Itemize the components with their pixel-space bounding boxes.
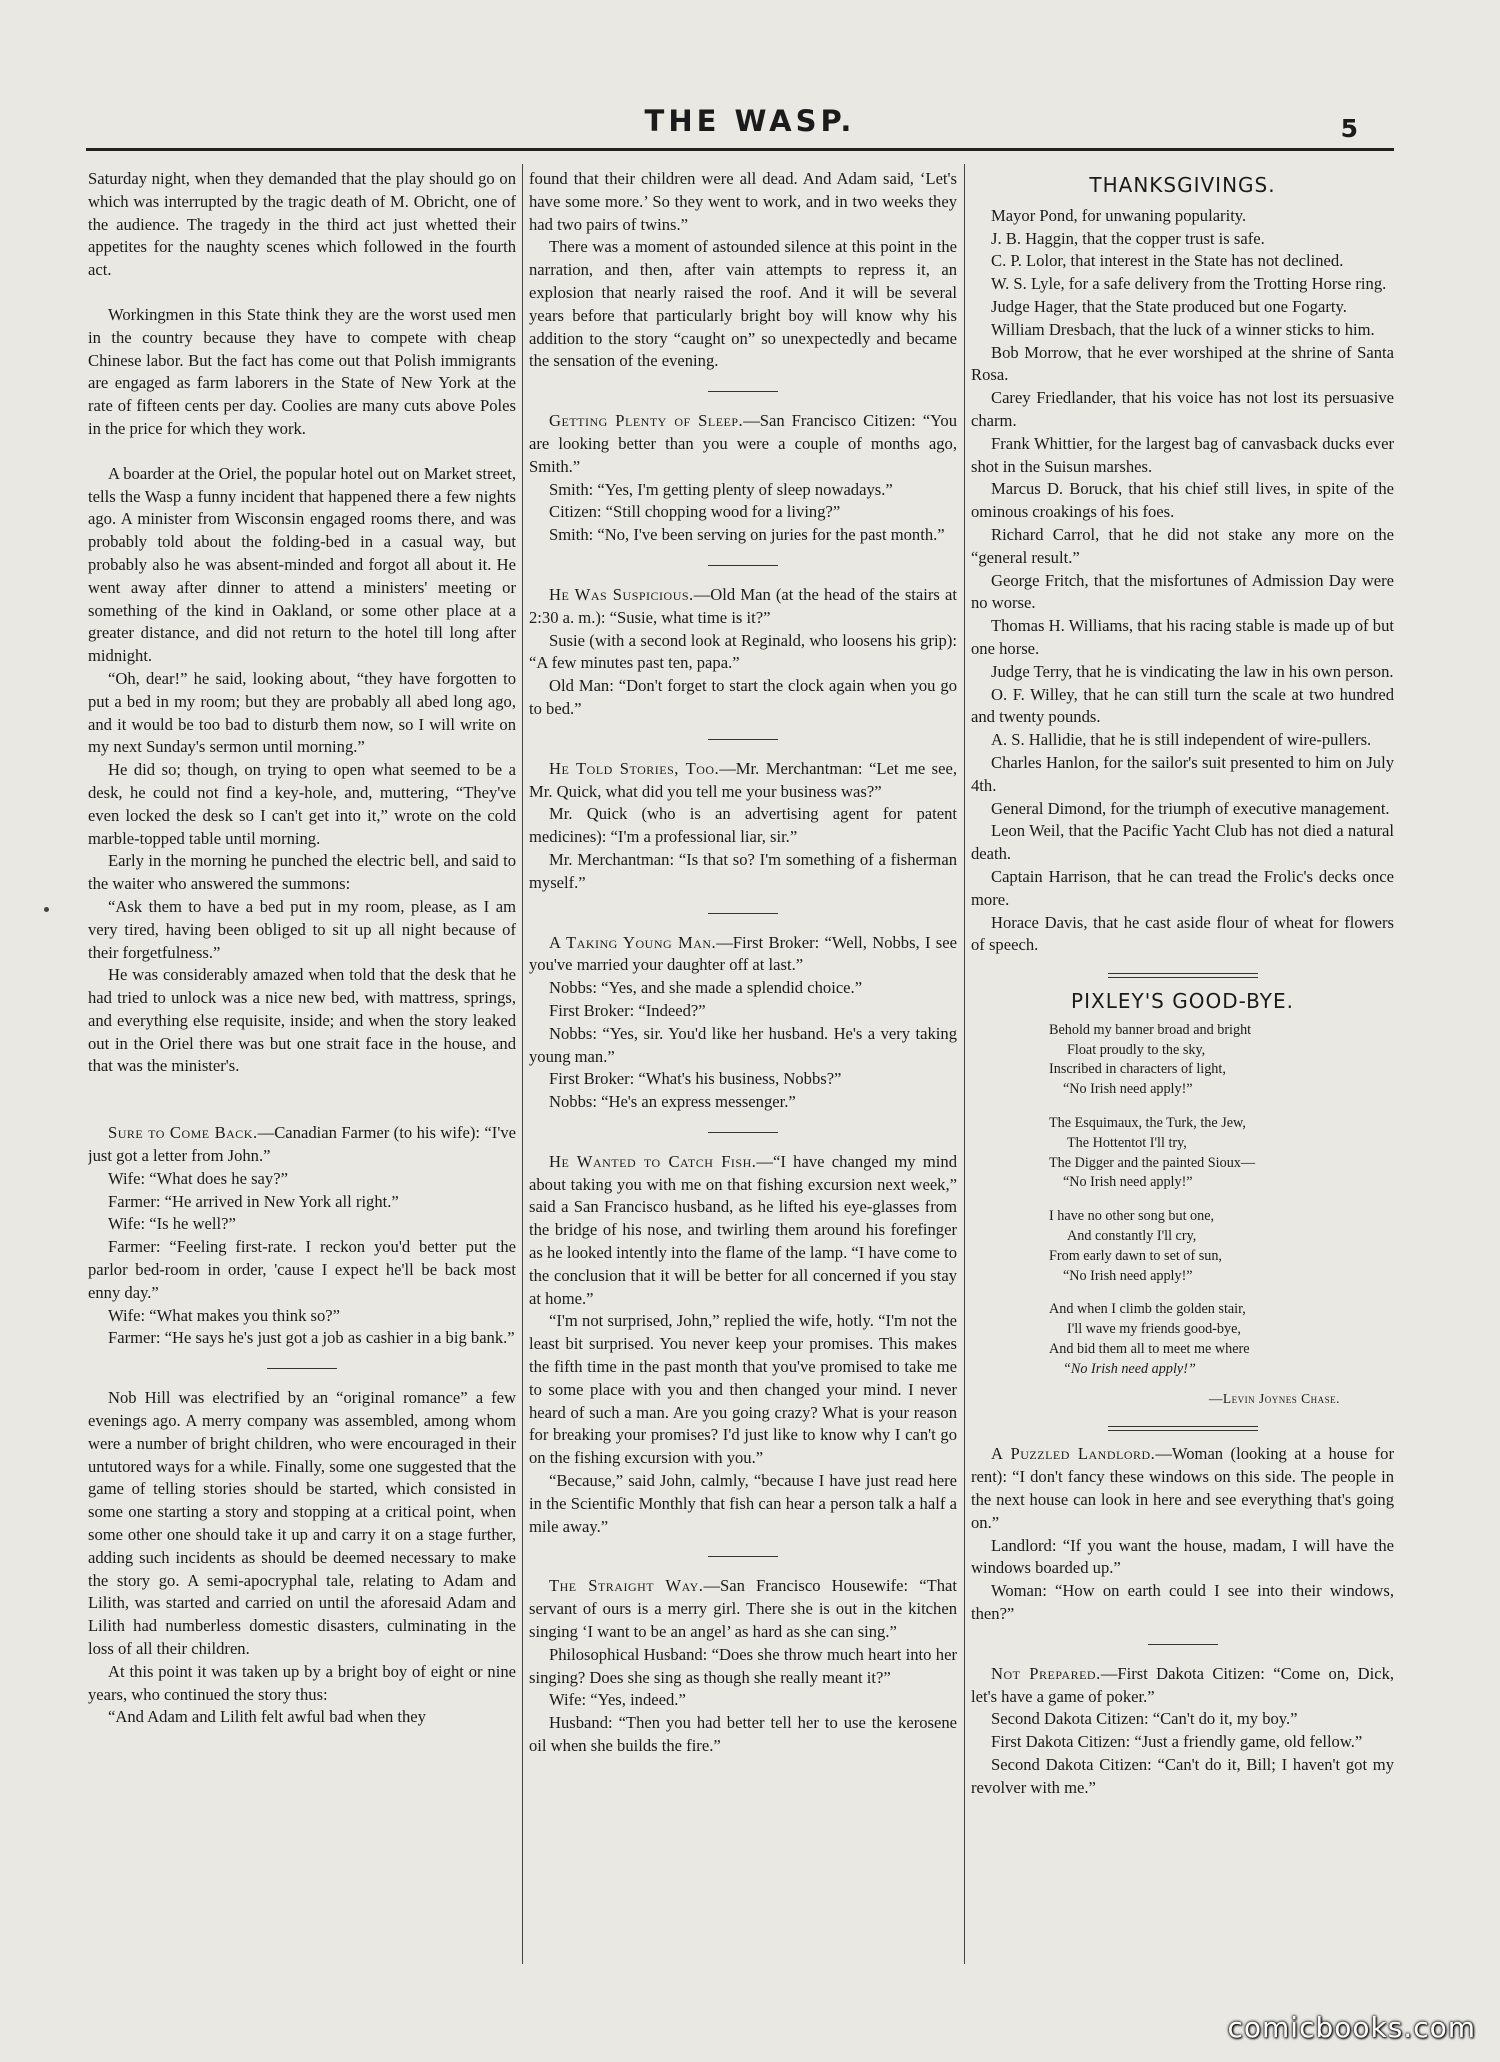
paragraph: A boarder at the Oriel, the popular hotel out on Market street, tells the Wasp a funny incident that happened there a few nights ago. A minister from Wisconsin engaged rooms there, and was probably told about the folding-bed in a casual way, but probably also he was absent-minded and forgot all about it. He went away after dinner to attend a ministers' meeting or something of the kind in Oakland, or some other place at a greater distance, and did not return to the hotel till long after midnight. — [88, 463, 516, 666]
paragraph: Landlord: “If you want the house, madam, I will have the windows boarded up.” — [971, 1535, 1394, 1578]
paragraph: A Taking Young Man.—First Broker: “Well, Nobbs, I see you've married your daughter off at last.” — [529, 932, 957, 975]
column-2 — [529, 168, 957, 1968]
poem-stanza — [1049, 1021, 1394, 1100]
section-separator — [1148, 1644, 1218, 1645]
poem-line: From early dawn to set of sun, — [1049, 1247, 1222, 1264]
paragraph: Not Prepared.—First Dakota Citizen: “Come on, Dick, let's have a game of poker.” — [971, 1663, 1394, 1706]
paragraph: Nob Hill was electrified by an “original romance” a few evenings ago. A merry company was assembled, among whom were a number of bright children, who were encouraged in their untutored ways for a while. Finally, some one suggested that the game of telling stories should be started, which consisted in some one starting a story and stopping at a critical point, when some other one should take it up and carry it on a stage further, adding such incidents as should be deemed necessary to make the story go. A semi-apocryphal tale, relating to Adam and Lilith, was started and carried on until the aforesaid Adam and Lilith had numberless domestic disasters, culminating in the loss of all their children. — [88, 1388, 516, 1659]
thanksgiving-item: Captain Harrison, that he can tread the Frolic's decks once more. — [971, 866, 1394, 909]
thanksgiving-item: Horace Davis, that he cast aside flour of wheat for flowers of speech. — [971, 912, 1394, 955]
poem-line: And bid them all to meet me where — [1049, 1341, 1250, 1358]
section-separator — [708, 391, 778, 392]
item-title: Sure to Come Back. — [108, 1123, 258, 1143]
paragraph: Farmer: “Feeling first-rate. I reckon you'd better put the parlor bed-room in order, 'cause I expect he'll be back most enny day.” — [88, 1237, 516, 1302]
thanksgiving-item: William Dresbach, that the luck of a winner sticks to him. — [991, 319, 1375, 339]
paragraph: found that their children were all dead. And Adam said, ‘Let's have some more.’ So they went to work, and in two weeks they had two pairs of twins.” — [529, 169, 957, 234]
paragraph: Wife: “Yes, indeed.” — [549, 1690, 686, 1710]
paragraph: He did so; though, on trying to open what seemed to be a desk, he could not find a key-hole, and, muttering, “They've even locked the desk so I can't get into it,” wrote on the cold marble-topped table until morning. — [88, 760, 516, 848]
paragraph: Sure to Come Back.—Canadian Farmer (to his wife): “I've just got a letter from John.” — [88, 1123, 516, 1166]
thanksgiving-item: Frank Whittier, for the largest bag of canvasback ducks ever shot in the Suisun marshes. — [971, 433, 1394, 476]
thanksgiving-item: Mayor Pond, for unwaning popularity. — [991, 205, 1247, 225]
paragraph: Wife: “What does he say?” — [108, 1168, 288, 1188]
poem-line: “No Irish need apply!” — [1063, 1174, 1193, 1191]
paragraph: The Straight Way.—San Francisco Housewife: “That servant of ours is a merry girl. There she is out in the kitchen singing ‘I want to be an angel’ as hard as she can sing.” — [529, 1576, 957, 1642]
item-title: Not Prepared. — [991, 1663, 1101, 1683]
poem-line: The Esquimaux, the Turk, the Jew, — [1049, 1115, 1246, 1132]
paragraph: Early in the morning he punched the electric bell, and said to the waiter who answered the summons: — [88, 851, 516, 894]
thanksgiving-item: C. P. Lolor, that interest in the State has not declined. — [991, 251, 1344, 271]
poem-line: “No Irish need apply!” — [1063, 1267, 1193, 1284]
thanksgiving-item: J. B. Haggin, that the copper trust is safe. — [991, 228, 1265, 248]
column-1 — [88, 168, 516, 1968]
thanksgiving-item: Charles Hanlon, for the sailor's suit presented to him on July 4th. — [971, 752, 1394, 795]
section-heading: THANKSGIVINGS. — [1089, 173, 1276, 197]
paragraph: A Puzzled Landlord.—Woman (looking at a house for rent): “I don't fancy these windows on this side. The people in the next house can look in here and see everything that's going on.” — [971, 1444, 1394, 1532]
item-title: A Taking Young Man. — [549, 932, 717, 952]
poem-stanza — [1049, 1207, 1394, 1286]
paragraph: He Was Suspicious.—Old Man (at the head of the stairs at 2:30 a. m.): “Susie, what time is it?” — [529, 584, 957, 627]
poem-stanza — [1049, 1114, 1394, 1193]
paragraph: “And Adam and Lilith felt awful bad when they — [108, 1707, 426, 1727]
paragraph: He Told Stories, Too.—Mr. Merchantman: “Let me see, Mr. Quick, what did you tell me your business was?” — [529, 758, 957, 801]
section-separator — [267, 1368, 337, 1369]
paragraph: Mr. Merchantman: “Is that so? I'm something of a fisherman myself.” — [529, 849, 957, 892]
section-separator — [708, 1132, 778, 1133]
paragraph: Woman: “How on earth could I see into their windows, then?” — [971, 1581, 1394, 1624]
header-rule — [86, 148, 1394, 151]
paragraph: He was considerably amazed when told that the desk that he had tried to unlock was a nice new bed, with mattress, springs, and everything else requisite, inside; and when the story leaked out in the Oriel there was but one strait face in the house, and that was the minister's. — [88, 965, 516, 1076]
poem-line: I'll wave my friends good-bye, — [1067, 1321, 1241, 1338]
poem-line: And constantly I'll cry, — [1067, 1228, 1197, 1245]
margin-dot — [44, 907, 49, 912]
paragraph: First Dakota Citizen: “Just a friendly game, old fellow.” — [991, 1732, 1363, 1752]
double-rule — [1108, 973, 1258, 978]
item-title: Getting Plenty of Sleep. — [549, 411, 744, 431]
paragraph: Citizen: “Still chopping wood for a living?” — [549, 502, 841, 522]
poem-line: Behold my banner broad and bright — [1049, 1021, 1252, 1038]
paragraph: Second Dakota Citizen: “Can't do it, my boy.” — [991, 1709, 1298, 1729]
paragraph: Second Dakota Citizen: “Can't do it, Bill; I haven't got my revolver with me.” — [971, 1755, 1394, 1797]
poem-line: The Hottentot I'll try, — [1067, 1134, 1187, 1151]
poem-line: I have no other song but one, — [1049, 1208, 1215, 1225]
item-title: The Straight Way. — [549, 1576, 704, 1596]
thanksgiving-item: Leon Weil, that the Pacific Yacht Club has not died a natural death. — [971, 821, 1394, 864]
paragraph: “Oh, dear!” he said, looking about, “they have forgotten to put a bed in my room; but they are probably all abed long ago, and it would be too bad to disturb them now, so I will write on my next Sunday's sermon until morning.” — [88, 668, 516, 757]
paragraph: Mr. Quick (who is an advertising agent for patent medicines): “I'm a professional liar, sir.” — [529, 804, 957, 847]
item-title: He Wanted to Catch Fish. — [549, 1151, 757, 1171]
paragraph: Susie (with a second look at Reginald, who loosens his grip): “A few minutes past ten, papa.” — [529, 630, 957, 673]
poem-heading: PIXLEY'S GOOD-BYE. — [1071, 989, 1294, 1014]
paragraph: Old Man: “Don't forget to start the clock again when you go to bed.” — [529, 676, 957, 718]
poem-line: “No Irish need apply!” — [1063, 1081, 1193, 1098]
page-number: 5 — [1340, 114, 1358, 143]
paragraph: First Broker: “Indeed?” — [549, 1000, 706, 1020]
thanksgiving-item: Thomas H. Williams, that his racing stable is made up of but one horse. — [971, 616, 1394, 658]
poem — [1049, 1021, 1394, 1380]
paragraph: Getting Plenty of Sleep.—San Francisco Citizen: “You are looking better than you were a couple of months ago, Smith.” — [529, 411, 957, 476]
poem-line: Inscribed in characters of light, — [1049, 1061, 1226, 1078]
thanksgiving-item: W. S. Lyle, for a safe delivery from the Trotting Horse ring. — [991, 274, 1387, 294]
item-title: He Was Suspicious. — [549, 584, 694, 604]
thanksgiving-item: George Fritch, that the misfortunes of Admission Day were no worse. — [971, 570, 1394, 613]
paragraph: Smith: “Yes, I'm getting plenty of sleep nowadays.” — [549, 479, 893, 499]
paragraph: Husband: “Then you had better tell her to use the kerosene oil when she builds the fire.” — [529, 1713, 957, 1756]
thanksgiving-item: General Dimond, for the triumph of executive management. — [991, 798, 1390, 818]
watermark: comicbooks.com — [1227, 2011, 1476, 2044]
paragraph: He Wanted to Catch Fish.—“I have changed my mind about taking you with me on that fishing excursion next week,” said a San Francisco husband, as he lifted his eye-glasses from the bridge of his nose, and twirling them around his forefinger as he looked intently into the flame of the lamp. “I have come to the conclusion that it will be better for all concerned if you stay at home.” — [529, 1151, 957, 1308]
thanksgiving-item: A. S. Hallidie, that he is still independent of wire-pullers. — [991, 730, 1372, 750]
paragraph: Nobbs: “Yes, sir. You'd like her husband. He's a very taking young man.” — [529, 1023, 957, 1066]
section-separator — [708, 565, 778, 566]
poem-line: The Digger and the painted Sioux— — [1049, 1154, 1256, 1171]
thanksgiving-item: Marcus D. Boruck, that his chief still lives, in spite of the ominous croakings of his foes. — [971, 479, 1394, 522]
paragraph: Saturday night, when they demanded that the play should go on which was interrupted by the tragic death of M. Obricht, one of the audience. The tragedy in the third act just whetted their appetites for the naughty scenes which followed in the fourth act. — [88, 169, 516, 280]
thanksgiving-item: Judge Hager, that the State produced but one Fogarty. — [991, 296, 1347, 316]
masthead: THE WASP. — [644, 104, 856, 138]
paragraph: “I'm not surprised, John,” replied the wife, hotly. “I'm not the least bit surprised. You never keep your promises. This makes the fifth time in the past month that you've promised to take me to some place with you and then changed your mind. I never heard of such a man. Are you going crazy? What is your reason for breaking your promises? I'd just like to know why I can't go on the fishing excursion with you.” — [529, 1311, 957, 1468]
thanksgiving-item: O. F. Willey, that he can still turn the scale at two hundred and twenty pounds. — [971, 684, 1394, 727]
section-separator — [708, 739, 778, 740]
paragraph: Smith: “No, I've been serving on juries for the past month.” — [549, 525, 945, 545]
thanksgivings-list — [971, 205, 1394, 957]
paragraph: Nobbs: “He's an express messenger.” — [549, 1092, 796, 1112]
item-title: He Told Stories, Too. — [549, 758, 720, 778]
thanksgiving-item: Carey Friedlander, that his voice has not lost its persuasive charm. — [971, 388, 1394, 430]
paragraph: First Broker: “What's his business, Nobbs?” — [549, 1069, 842, 1089]
column-divider — [522, 164, 523, 1964]
paragraph: Farmer: “He arrived in New York all right.” — [108, 1191, 399, 1211]
paragraph: “Ask them to have a bed put in my room, please, as I am very tired, having been obliged to sit up all night because of their forgetfulness.” — [88, 896, 516, 962]
thanksgiving-item: Judge Terry, that he is vindicating the law in his own person. — [991, 661, 1394, 681]
double-rule — [1108, 1426, 1258, 1431]
section-separator — [708, 913, 778, 914]
thanksgiving-item: Richard Carrol, that he did not stake any more on the “general result.” — [971, 524, 1394, 567]
poem-line: Float proudly to the sky, — [1067, 1041, 1206, 1058]
paragraph: At this point it was taken up by a bright boy of eight or nine years, who continued the story thus: — [88, 1661, 516, 1704]
paragraph: Farmer: “He says he's just got a job as cashier in a big bank.” — [108, 1328, 515, 1348]
paragraph: Wife: “Is he well?” — [108, 1214, 236, 1234]
poem-signature: —Levin Joynes Chase. — [1208, 1390, 1340, 1406]
section-separator — [708, 1556, 778, 1557]
paragraph: There was a moment of astounded silence at this point in the narration, and then, after vain attempts to repress it, an explosion that nearly raised the roof. And it will be several years before that particularly bright boy will know why his addition to the story “caught on” so unexpectedly and became the sensation of the evening. — [529, 237, 957, 371]
poem-stanza — [1049, 1300, 1394, 1379]
thanksgiving-item: Bob Morrow, that he ever worshiped at the shrine of Santa Rosa. — [971, 342, 1394, 385]
poem-line: And when I climb the golden stair, — [1049, 1301, 1246, 1318]
column-divider — [964, 164, 965, 1964]
poem-line: “No Irish need apply!” — [1063, 1360, 1196, 1377]
column-3 — [971, 168, 1394, 1968]
paragraph: Wife: “What makes you think so?” — [108, 1305, 341, 1325]
paragraph: Nobbs: “Yes, and she made a splendid choice.” — [549, 978, 863, 998]
item-title: A Puzzled Landlord. — [991, 1444, 1156, 1464]
paragraph: Workingmen in this State think they are the worst used men in the country because they have to compete with cheap Chinese labor. But the fact has come out that Polish immigrants are engaged as farm laborers in the State of New York at the rate of fifteen cents per day. Coolies are many cuts above Poles in the price for which they work. — [88, 304, 516, 438]
paragraph: “Because,” said John, calmly, “because I have just read here in the Scientific Monthly that fish can hear a person talk a half a mile away.” — [529, 1471, 957, 1536]
paragraph: Philosophical Husband: “Does she throw much heart into her singing? Does she sing as though she really meant it?” — [529, 1644, 957, 1687]
